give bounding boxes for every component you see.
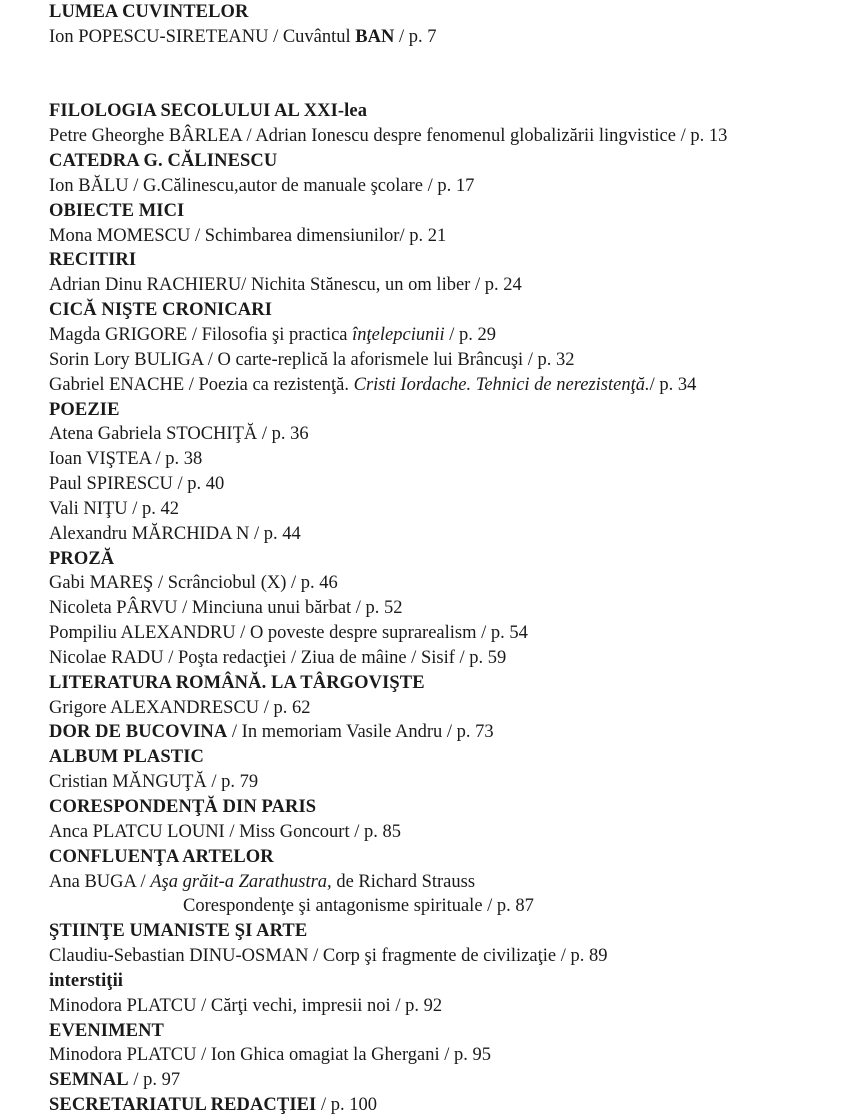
entry-text: Gabriel ENACHE / Poezia ca rezistenţă. xyxy=(49,374,354,395)
toc-entry xyxy=(49,1093,849,1118)
toc-entry: Adrian Dinu RACHIERU/ Nichita Stănescu, un om liber / p. 24 xyxy=(49,275,522,296)
toc-entry: Vali NIŢU / p. 42 xyxy=(49,498,179,519)
entry-text: Ana BUGA / xyxy=(49,871,151,892)
section-heading: RECITIRI xyxy=(49,250,137,271)
section-heading: PROZĂ xyxy=(49,548,115,569)
toc-entry xyxy=(49,870,849,895)
section-heading: ŞTIINŢE UMANISTE ŞI ARTE xyxy=(49,921,308,942)
entry-text: Ion POPESCU-SIRETEANU / Cuvântul xyxy=(49,26,356,47)
section-heading: POEZIE xyxy=(49,399,120,420)
toc-entry xyxy=(49,25,849,50)
section-heading: OBIECTE MICI xyxy=(49,200,185,221)
section-gap xyxy=(49,50,849,100)
section-heading: CICĂ NIŞTE CRONICARI xyxy=(49,300,273,321)
section-heading: LITERATURA ROMÂNĂ. LA TÂRGOVIŞTE xyxy=(49,672,425,693)
toc-entry: Alexandru MĂRCHIDA N / p. 44 xyxy=(49,523,301,544)
section-heading: CATEDRA G. CĂLINESCU xyxy=(49,151,278,172)
section-heading: SECRETARIATUL REDACŢIEI xyxy=(49,1095,317,1116)
entry-text: Magda GRIGORE / Filosofia şi practica xyxy=(49,324,353,345)
toc-entry: Petre Gheorghe BÂRLEA / Adrian Ionescu despre fenomenul globalizării lingvistice / p. 13 xyxy=(49,126,728,147)
entry-text: de Richard Strauss xyxy=(331,871,476,892)
entry-italic: Cristi Iordache. Tehnici de nerezistenţă. xyxy=(353,374,650,395)
section-heading: SEMNAL xyxy=(49,1070,129,1091)
section-heading: interstiţii xyxy=(49,970,124,991)
toc-entry: Atena Gabriela STOCHIŢĂ / p. 36 xyxy=(49,424,309,445)
toc-entry: Ion BĂLU / G.Călinescu,autor de manuale şcolare / p. 17 xyxy=(49,175,475,196)
toc-entry: Minodora PLATCU / Ion Ghica omagiat la Ghergani / p. 95 xyxy=(49,1045,492,1066)
entry-italic: înţelepciunii xyxy=(352,324,445,345)
toc-entry: Sorin Lory BULIGA / O carte-replică la aforismele lui Brâncuşi / p. 32 xyxy=(49,349,575,370)
toc-entry: Minodora PLATCU / Cărţi vechi, impresii noi / p. 92 xyxy=(49,995,443,1016)
toc-entry: Nicoleta PÂRVU / Minciuna unui bărbat / p. 52 xyxy=(49,598,403,619)
toc-entry: Paul SPIRESCU / p. 40 xyxy=(49,474,225,495)
section-heading: CONFLUENŢA ARTELOR xyxy=(49,846,274,867)
toc-entry: Mona MOMESCU / Schimbarea dimensiunilor/ p. 21 xyxy=(49,225,447,246)
entry-page: / p. 100 xyxy=(316,1095,378,1116)
toc-entry: Anca PLATCU LOUNI / Miss Goncourt / p. 85 xyxy=(49,821,401,842)
entry-italic: Aşa grăit-a Zarathustra, xyxy=(150,871,332,892)
toc-entry xyxy=(49,323,849,348)
toc-entry: Gabi MAREŞ / Scrânciobul (X) / p. 46 xyxy=(49,573,338,594)
section-heading: EVENIMENT xyxy=(49,1020,164,1041)
entry-page: / p. 97 xyxy=(128,1070,181,1091)
toc-entry: Ioan VIŞTEA / p. 38 xyxy=(49,449,203,470)
section-heading: CORESPONDENŢĂ DIN PARIS xyxy=(49,797,317,817)
section-heading: FILOLOGIA SECOLULUI AL XXI-lea xyxy=(49,101,368,122)
section-heading: DOR DE BUCOVINA xyxy=(49,722,228,743)
toc-entry: Grigore ALEXANDRESCU / p. 62 xyxy=(49,697,311,718)
toc-entry: Claudiu-Sebastian DINU-OSMAN / Corp şi fragmente de civilizaţie / p. 89 xyxy=(49,946,608,967)
toc-entry xyxy=(49,1068,849,1093)
entry-bold-word: BAN xyxy=(355,26,395,47)
toc-entry: Pompiliu ALEXANDRU / O poveste despre suprarealism / p. 54 xyxy=(49,623,528,644)
section-heading: ALBUM PLASTIC xyxy=(49,747,204,768)
toc-entry xyxy=(49,373,849,398)
toc-entry: Cristian MĂNGUŢĂ / p. 79 xyxy=(49,772,259,793)
entry-page: / p. 34 xyxy=(649,374,697,395)
toc-entry xyxy=(49,720,849,745)
section-heading: LUMEA CUVINTELOR xyxy=(49,2,249,22)
entry-text: / In memoriam Vasile Andru / p. 73 xyxy=(227,722,494,743)
table-of-contents xyxy=(49,0,849,1118)
entry-page: / p. 29 xyxy=(444,324,497,345)
toc-entry: Nicolae RADU / Poşta redacţiei / Ziua de mâine / Sisif / p. 59 xyxy=(49,647,507,668)
entry-page: / p. 7 xyxy=(394,26,437,47)
toc-entry-continuation: Corespondenţe şi antagonisme spirituale / p. 87 xyxy=(183,896,534,917)
